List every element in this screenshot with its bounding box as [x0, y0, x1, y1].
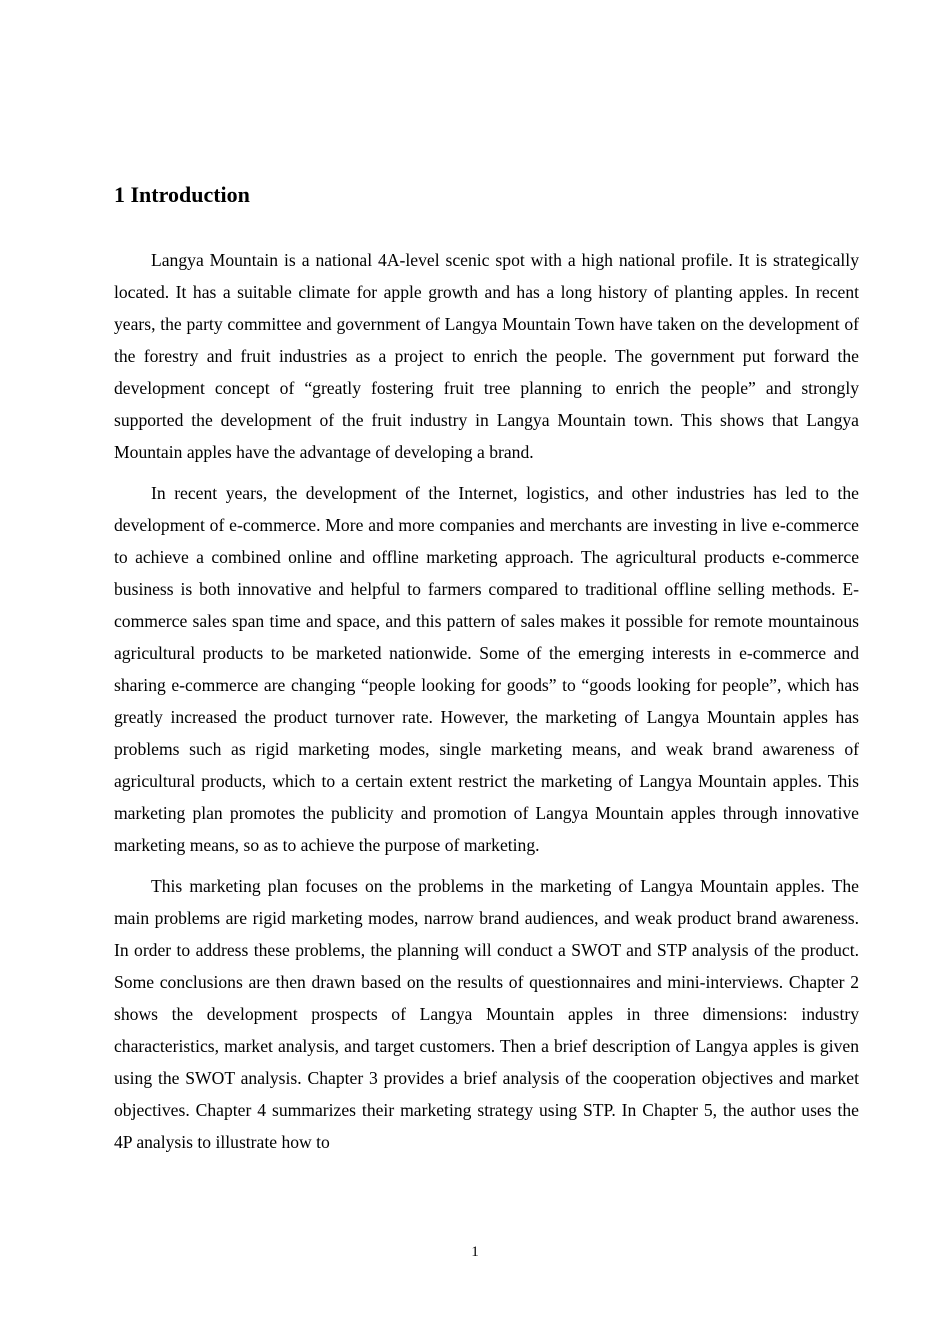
- section-heading: 1 Introduction: [114, 182, 250, 207]
- paragraph-3: This marketing plan focuses on the problems in the marketing of Langya Mountain apples. The main problems are rigid marketing modes, narrow brand audiences, and weak product brand awareness. In order to address these problems, the planning will conduct a SWOT and STP analysis of the product. Some conclusions are then drawn based on the results of questionnaires and mini-interviews. Chapter 2 shows the development prospects of Langya Mountain apples in three dimensions: industry characteristics, market analysis, and target customers. Then a brief description of Langya apples is given using the SWOT analysis. Chapter 3 provides a brief analysis of the cooperation objectives and market objectives. Chapter 4 summarizes their marketing strategy using STP. In Chapter 5, the author uses the 4P analysis to illustrate how to: [114, 876, 859, 1152]
- paragraph-1: Langya Mountain is a national 4A-level scenic spot with a high national profile. It is strategically located. It has a suitable climate for apple growth and has a long history of planting apples. In recent years, the party committee and government of Langya Mountain Town have taken on the development of the forestry and fruit industries as a project to enrich the people. The government put forward the development concept of “greatly fostering fruit tree planning to enrich the people” and strongly supported the development of the fruit industry in Langya Mountain town. This shows that Langya Mountain apples have the advantage of developing a brand.: [114, 250, 859, 462]
- page-number: 1: [471, 1244, 479, 1260]
- paragraph-2: In recent years, the development of the Internet, logistics, and other industries has led to the development of e-commerce. More and more companies and merchants are investing in live e-commerce to achieve a combined online and offline marketing approach. The agricultural products e-commerce business is both innovative and helpful to farmers compared to traditional offline selling methods. E-commerce sales span time and space, and this pattern of sales makes it possible for remote mountainous agricultural products to be marketed nationwide. Some of the emerging interests in e-commerce and sharing e-commerce are changing “people looking for goods” to “goods looking for people”, which has greatly increased the product turnover rate. However, the marketing of Langya Mountain apples has problems such as rigid marketing modes, single marketing means, and weak brand awareness of agricultural products, which to a certain extent restrict the marketing of Langya Mountain apples. This marketing plan promotes the publicity and promotion of Langya Mountain apples through innovative marketing means, so as to achieve the purpose of marketing.: [114, 483, 859, 855]
- body-text: [114, 244, 859, 1167]
